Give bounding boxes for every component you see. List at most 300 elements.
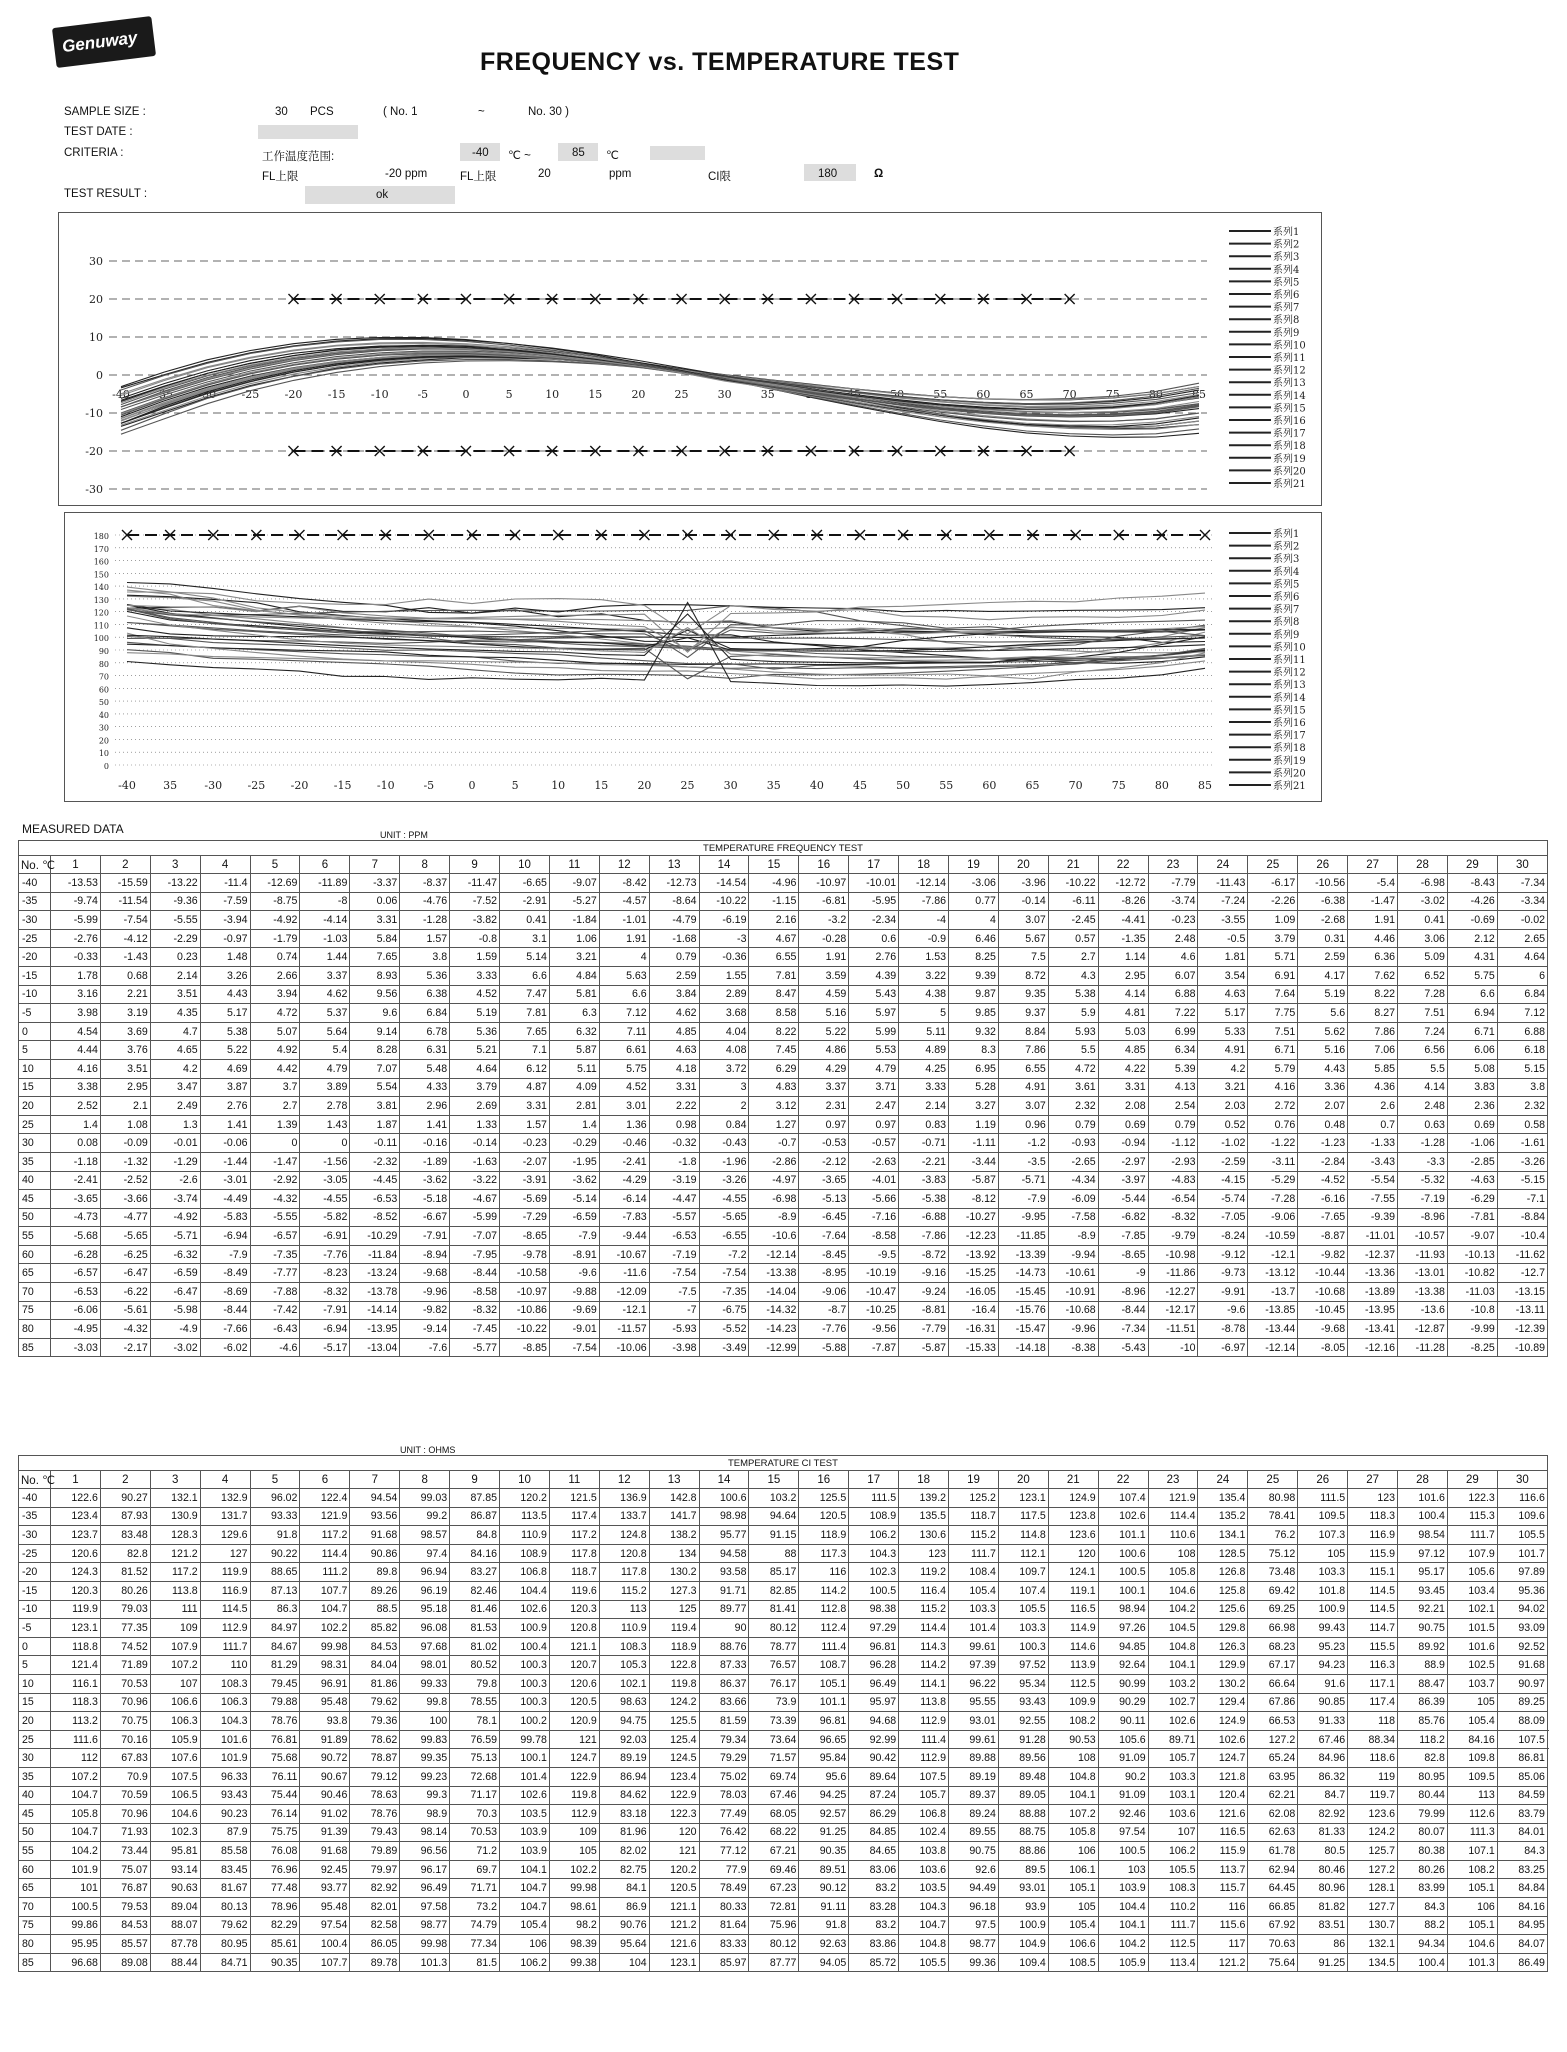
table-cell: 116	[1198, 1898, 1248, 1917]
table-cell: 122.9	[549, 1767, 599, 1786]
table-cell: 120.4	[1198, 1786, 1248, 1805]
table-cell: 93.09	[1497, 1619, 1547, 1638]
x-tick-label: 20	[637, 779, 652, 792]
frequency-table	[18, 840, 1548, 1357]
table-cell: -2.65	[1048, 1152, 1098, 1171]
table-cell: -8.49	[200, 1264, 250, 1283]
legend-label: 系列4	[1273, 264, 1300, 276]
table-cell: 79.12	[350, 1767, 400, 1786]
table-cell: -6.45	[799, 1208, 849, 1227]
table-cell: 111	[150, 1600, 200, 1619]
table-cell: 96.94	[400, 1563, 450, 1582]
legend-label: 系列19	[1273, 755, 1306, 767]
table-cell: 104.7	[51, 1823, 101, 1842]
table-cell: 117.4	[549, 1507, 599, 1526]
table-cell: 107.3	[1298, 1526, 1348, 1545]
table-cell: -3.74	[150, 1190, 200, 1209]
table-cell: 104.4	[1098, 1898, 1148, 1917]
table-cell: -14.54	[699, 874, 749, 893]
table-cell: 100.5	[1098, 1563, 1148, 1582]
table-cell: -8.05	[1298, 1338, 1348, 1357]
table-cell: -8.32	[1148, 1208, 1198, 1227]
table-cell: 1.33	[450, 1115, 500, 1134]
x-tick-label: -25	[247, 779, 266, 792]
column-header: 26	[1298, 856, 1348, 874]
x-tick-label: 80	[1154, 779, 1169, 792]
table-cell: 4.43	[1298, 1059, 1348, 1078]
table-cell: 89.19	[599, 1749, 649, 1768]
y-tick-label: 120	[93, 608, 109, 618]
table-cell: 99.38	[549, 1953, 599, 1972]
table-cell: 5.11	[549, 1059, 599, 1078]
table-cell: 7.12	[599, 1004, 649, 1023]
table-cell: 79.36	[350, 1712, 400, 1731]
table-cell: 7.47	[500, 985, 550, 1004]
table-cell: 102.4	[899, 1823, 949, 1842]
table-cell: 107.5	[899, 1767, 949, 1786]
y-tick-label: 60	[98, 685, 109, 695]
table-cell: 128.5	[1198, 1544, 1248, 1563]
table-cell: 4.52	[599, 1078, 649, 1097]
column-header: 23	[1148, 1471, 1198, 1489]
table-cell: 106.3	[200, 1693, 250, 1712]
table-cell: 2.12	[1447, 929, 1497, 948]
ci-chart-panel	[64, 512, 1322, 802]
table-cell: 88.5	[350, 1600, 400, 1619]
table-cell: 84.96	[1298, 1749, 1348, 1768]
table-cell: -4.92	[150, 1208, 200, 1227]
table-cell: 106.6	[150, 1693, 200, 1712]
table-cell: 89.78	[350, 1953, 400, 1972]
table-cell: 6.61	[599, 1041, 649, 1060]
table-cell: 78.76	[250, 1712, 300, 1731]
table-cell: 86.9	[599, 1898, 649, 1917]
table-cell: -5.77	[450, 1338, 500, 1357]
table-cell: -9.96	[1048, 1320, 1098, 1339]
table-cell: 4.42	[250, 1059, 300, 1078]
table-cell: 121.6	[1198, 1805, 1248, 1824]
x-tick-label: 45	[853, 779, 868, 792]
x-tick-label: 45	[847, 388, 862, 401]
table-cell: 99.3	[400, 1786, 450, 1805]
table-cell: 0.7	[1348, 1115, 1398, 1134]
table-cell: 7.81	[749, 966, 799, 985]
table-cell: -5.66	[849, 1190, 899, 1209]
table-cell: -12.09	[599, 1283, 649, 1302]
table-cell: 2.31	[799, 1097, 849, 1116]
table-cell: -6.98	[1398, 874, 1448, 893]
table-cell: -13.95	[350, 1320, 400, 1339]
table-cell: 3.72	[699, 1059, 749, 1078]
row-temperature-label: 60	[19, 1245, 51, 1264]
table-cell: 127	[200, 1544, 250, 1563]
table-cell: 105.8	[1048, 1823, 1098, 1842]
table-cell: 73.39	[749, 1712, 799, 1731]
table-cell: 98.01	[400, 1656, 450, 1675]
column-header: 2	[100, 1471, 150, 1489]
table-cell: -3.2	[799, 911, 849, 930]
table-cell: 93.43	[200, 1786, 250, 1805]
table-cell: 116.9	[1348, 1526, 1398, 1545]
table-cell: 119.6	[549, 1581, 599, 1600]
table-cell: 87.77	[749, 1953, 799, 1972]
table-cell: 80.96	[1298, 1879, 1348, 1898]
table-cell: 125.4	[649, 1730, 699, 1749]
row-temperature-label: 15	[19, 1693, 51, 1712]
frequency-chart-panel	[58, 212, 1322, 506]
table-cell: -10.58	[500, 1264, 550, 1283]
table-cell: 78.96	[250, 1898, 300, 1917]
table-cell: 71.89	[100, 1656, 150, 1675]
table-cell: 123	[899, 1544, 949, 1563]
table-cell: 4.62	[300, 985, 350, 1004]
row-temperature-label: 5	[19, 1656, 51, 1675]
table-cell: 5.62	[1298, 1022, 1348, 1041]
table-cell: 85.76	[1398, 1712, 1448, 1731]
table-cell: -0.97	[200, 929, 250, 948]
row-temperature-label: 5	[19, 1041, 51, 1060]
table-cell: -14.23	[749, 1320, 799, 1339]
table-cell: 4.85	[1098, 1041, 1148, 1060]
table-cell: 66.98	[1248, 1619, 1298, 1638]
legend-label: 系列16	[1273, 416, 1306, 427]
table-cell: -8.72	[899, 1245, 949, 1264]
table-cell: 117.8	[599, 1563, 649, 1582]
table-cell: 85.82	[350, 1619, 400, 1638]
table-cell: 78.63	[350, 1786, 400, 1805]
table-cell: 77.49	[699, 1805, 749, 1824]
table-cell: 108	[1148, 1544, 1198, 1563]
table-cell: 125.7	[1348, 1842, 1398, 1861]
table-cell: 116.5	[1198, 1823, 1248, 1842]
table-row	[19, 1786, 1548, 1805]
table-cell: 113.5	[500, 1507, 550, 1526]
table-cell: -5.74	[1198, 1190, 1248, 1209]
table-cell: 4.85	[649, 1022, 699, 1041]
table-cell: 105	[1447, 1693, 1497, 1712]
table-cell: -8.65	[1098, 1245, 1148, 1264]
table-cell: 3.71	[849, 1078, 899, 1097]
table-cell: 3.06	[1398, 929, 1448, 948]
table-cell: 90.23	[200, 1805, 250, 1824]
table-cell: 89.55	[949, 1823, 999, 1842]
table-cell: -6.94	[200, 1227, 250, 1246]
table-cell: 7.62	[1348, 966, 1398, 985]
table-cell: 98.39	[549, 1935, 599, 1954]
table-cell: 100.6	[1098, 1544, 1148, 1563]
table-cell: 127.3	[649, 1581, 699, 1600]
table-cell: 4.59	[799, 985, 849, 1004]
table-cell: -8.85	[500, 1338, 550, 1357]
y-tick-label: 10	[89, 331, 103, 344]
table-cell: -4.95	[51, 1320, 101, 1339]
table-cell: 105	[1298, 1544, 1348, 1563]
table-cell: 5.67	[998, 929, 1048, 948]
x-tick-label: 75	[1105, 388, 1120, 401]
table-cell: 91.15	[749, 1526, 799, 1545]
table-cell: -4.77	[100, 1208, 150, 1227]
table-cell: 76.2	[1248, 1526, 1298, 1545]
table-cell: 5.33	[1198, 1022, 1248, 1041]
table-cell: 86.81	[1497, 1749, 1547, 1768]
table-cell: 5.07	[250, 1022, 300, 1041]
table-cell: 0.58	[1497, 1115, 1547, 1134]
table-cell: 100.4	[300, 1935, 350, 1954]
table-cell: -4.47	[649, 1190, 699, 1209]
table-cell: -13.38	[1398, 1283, 1448, 1302]
table-cell: 6.18	[1497, 1041, 1547, 1060]
table-cell: -4	[899, 911, 949, 930]
table-cell: -11.89	[300, 874, 350, 893]
table-cell: 90.86	[350, 1544, 400, 1563]
table-cell: -10.68	[1048, 1301, 1098, 1320]
table-cell: 0.48	[1298, 1115, 1348, 1134]
table-cell: 81.67	[200, 1879, 250, 1898]
table-cell: -6.32	[150, 1245, 200, 1264]
table-cell: 91.8	[799, 1916, 849, 1935]
table-cell: -13.12	[1248, 1264, 1298, 1283]
table-cell: 104.7	[500, 1879, 550, 1898]
table-cell: 97.26	[1098, 1619, 1148, 1638]
ci-limit-unit: Ω	[874, 168, 884, 180]
table-cell: -3.44	[949, 1152, 999, 1171]
table-cell: 89.88	[949, 1749, 999, 1768]
table-cell: 104.8	[1048, 1767, 1098, 1786]
table-cell: 77.12	[699, 1842, 749, 1861]
table-cell: 132.1	[150, 1489, 200, 1508]
row-temperature-label: -15	[19, 1581, 51, 1600]
table-cell: 87.24	[849, 1786, 899, 1805]
table-cell: 77.48	[250, 1879, 300, 1898]
table-cell: 4.69	[200, 1059, 250, 1078]
table-cell: -0.8	[450, 929, 500, 948]
table-cell: 116.6	[1497, 1489, 1547, 1508]
table-cell: 6.29	[749, 1059, 799, 1078]
table-cell: 81.64	[699, 1916, 749, 1935]
table-cell: -4.57	[599, 892, 649, 911]
table-cell: 84.1	[599, 1879, 649, 1898]
table-row	[19, 1953, 1548, 1972]
table-cell: 99.33	[400, 1674, 450, 1693]
table-cell: -10.97	[500, 1283, 550, 1302]
table-cell: 103.3	[1148, 1767, 1198, 1786]
table-cell: 92.55	[998, 1712, 1048, 1731]
table-cell: -10.8	[1447, 1301, 1497, 1320]
table-cell: 83.2	[849, 1916, 899, 1935]
table-cell: -10.22	[699, 892, 749, 911]
table-cell: 96.18	[949, 1898, 999, 1917]
table-cell: 113	[599, 1600, 649, 1619]
table-cell: 8.58	[749, 1004, 799, 1023]
table-cell: -12.14	[899, 874, 949, 893]
table-row	[19, 1712, 1548, 1731]
table-cell: 0.79	[1048, 1115, 1098, 1134]
table-cell: 75.96	[749, 1916, 799, 1935]
table-cell: 90.29	[1098, 1693, 1148, 1712]
table-cell: 85.58	[200, 1842, 250, 1861]
table-cell: 103.2	[749, 1489, 799, 1508]
table-cell: 91.71	[699, 1581, 749, 1600]
table-cell: -9.99	[1447, 1320, 1497, 1339]
table-cell: 121	[549, 1730, 599, 1749]
x-tick-label: 60	[982, 779, 997, 792]
table-cell: 86.32	[1298, 1767, 1348, 1786]
column-header: 29	[1447, 856, 1497, 874]
table-cell: 3.7	[250, 1078, 300, 1097]
table-cell: -4.97	[749, 1171, 799, 1190]
table-cell: -6.16	[1298, 1190, 1348, 1209]
table-cell: 89.77	[699, 1600, 749, 1619]
table-cell: -11.62	[1497, 1245, 1547, 1264]
row-temperature-label: -25	[19, 1544, 51, 1563]
table-cell: 90.46	[300, 1786, 350, 1805]
table-cell: 2.08	[1098, 1097, 1148, 1116]
column-header: 12	[599, 856, 649, 874]
table-cell: 98.61	[549, 1898, 599, 1917]
table-cell: 90.42	[849, 1749, 899, 1768]
table-cell: 101.6	[1398, 1489, 1448, 1508]
table-cell: 2.48	[1398, 1097, 1448, 1116]
table-cell: 135.2	[1198, 1507, 1248, 1526]
y-tick-label: 80	[98, 659, 109, 669]
legend-label: 系列5	[1273, 579, 1300, 591]
table-cell: 133.7	[599, 1507, 649, 1526]
table-cell: 91.8	[250, 1526, 300, 1545]
table-cell: 121.1	[649, 1898, 699, 1917]
row-temperature-label: 10	[19, 1674, 51, 1693]
table-cell: 117.2	[549, 1526, 599, 1545]
table-cell: 6.71	[1447, 1022, 1497, 1041]
table-cell: 7.51	[1248, 1022, 1298, 1041]
table-row	[19, 948, 1548, 967]
table-cell: 86.05	[350, 1935, 400, 1954]
table-cell: -0.06	[200, 1134, 250, 1153]
table-cell: -6.65	[500, 874, 550, 893]
table-cell: 126.8	[1198, 1563, 1248, 1582]
table-cell: -3.03	[51, 1338, 101, 1357]
table-cell: 100.3	[500, 1693, 550, 1712]
sample-size-value: 30	[275, 106, 288, 118]
table-cell: 121	[649, 1842, 699, 1861]
table-cell: -5.83	[200, 1208, 250, 1227]
table-cell: 121.2	[150, 1544, 200, 1563]
table-cell: 112.4	[799, 1619, 849, 1638]
table-cell: 99.98	[400, 1935, 450, 1954]
table-cell: 142.8	[649, 1489, 699, 1508]
table-cell: -14.73	[998, 1264, 1048, 1283]
table-cell: 104.6	[150, 1805, 200, 1824]
table-cell: 9.35	[998, 985, 1048, 1004]
x-tick-label: 10	[545, 388, 560, 401]
row-temperature-label: 85	[19, 1953, 51, 1972]
table-cell: 2.69	[450, 1097, 500, 1116]
table-cell: -5.99	[51, 911, 101, 930]
table-cell: 89.37	[949, 1786, 999, 1805]
table-cell: 111.7	[1447, 1526, 1497, 1545]
table-cell: 7.64	[1248, 985, 1298, 1004]
table-cell: 4.08	[699, 1041, 749, 1060]
table-cell: -12.39	[1497, 1320, 1547, 1339]
column-header: 3	[150, 1471, 200, 1489]
table-cell: -1.44	[200, 1152, 250, 1171]
table-cell: 91.25	[1298, 1953, 1348, 1972]
table-cell: 4.2	[1198, 1059, 1248, 1078]
table-cell: 117.4	[1348, 1693, 1398, 1712]
table-cell: 71.71	[450, 1879, 500, 1898]
table-cell: 103.4	[1447, 1581, 1497, 1600]
table-cell: 99.23	[400, 1767, 450, 1786]
table-cell: -5.44	[1098, 1190, 1148, 1209]
table-cell: 5.28	[949, 1078, 999, 1097]
table-cell: -6.53	[350, 1190, 400, 1209]
table-cell: 3.81	[350, 1097, 400, 1116]
table-cell: -1.01	[599, 911, 649, 930]
table-cell: 2.36	[1447, 1097, 1497, 1116]
table-cell: 0.52	[1198, 1115, 1248, 1134]
table-cell: 75.13	[450, 1749, 500, 1768]
table-cell: 109.5	[1298, 1507, 1348, 1526]
table-cell: 112.1	[998, 1544, 1048, 1563]
table-cell: -5.38	[899, 1190, 949, 1209]
table-cell: 78.49	[699, 1879, 749, 1898]
table-cell: 118.3	[1348, 1507, 1398, 1526]
table-cell: 89.19	[949, 1767, 999, 1786]
table-cell: 99.61	[949, 1730, 999, 1749]
table-cell: 105.9	[150, 1730, 200, 1749]
row-temperature-label: 15	[19, 1078, 51, 1097]
table-cell: -7.35	[699, 1283, 749, 1302]
column-header: 6	[300, 1471, 350, 1489]
x-tick-label: 30	[723, 779, 738, 792]
table-cell: -8.87	[1298, 1227, 1348, 1246]
table-cell: 8.25	[949, 948, 999, 967]
table-cell: -9.68	[1298, 1320, 1348, 1339]
table-cell: -7.76	[300, 1245, 350, 1264]
table-cell: 62.08	[1248, 1805, 1298, 1824]
table-cell: 120.7	[549, 1656, 599, 1675]
table-row	[19, 1767, 1548, 1786]
table-cell: 84.71	[200, 1953, 250, 1972]
row-temperature-label: 30	[19, 1134, 51, 1153]
table-cell: 84.16	[450, 1544, 500, 1563]
table-cell: -4.26	[1447, 892, 1497, 911]
table-cell: 100.3	[500, 1656, 550, 1675]
column-header: 1	[51, 1471, 101, 1489]
table-cell: 8.27	[1348, 1004, 1398, 1023]
y-tick-label: 100	[93, 634, 109, 644]
table-cell: 3.84	[649, 985, 699, 1004]
table-cell: 120	[649, 1823, 699, 1842]
row-temperature-label: 40	[19, 1786, 51, 1805]
table-cell: 7.45	[749, 1041, 799, 1060]
table-cell: 100.1	[500, 1749, 550, 1768]
table-cell: -8.37	[400, 874, 450, 893]
table-cell: -10.97	[799, 874, 849, 893]
table-cell: -13.41	[1348, 1320, 1398, 1339]
table-cell: 102.7	[1148, 1693, 1198, 1712]
table-cell: 90.72	[300, 1749, 350, 1768]
table-cell: 6.84	[1497, 985, 1547, 1004]
table-cell: 99.35	[400, 1749, 450, 1768]
table-cell: 82.75	[599, 1860, 649, 1879]
table-cell: 3.26	[200, 966, 250, 985]
table-cell: 103.9	[500, 1823, 550, 1842]
table-cell: 125.5	[649, 1712, 699, 1731]
table-cell: 103.6	[1148, 1805, 1198, 1824]
table-cell: -13.36	[1348, 1264, 1398, 1283]
table-cell: -5.88	[799, 1338, 849, 1357]
table-cell: 95.17	[1398, 1563, 1448, 1582]
